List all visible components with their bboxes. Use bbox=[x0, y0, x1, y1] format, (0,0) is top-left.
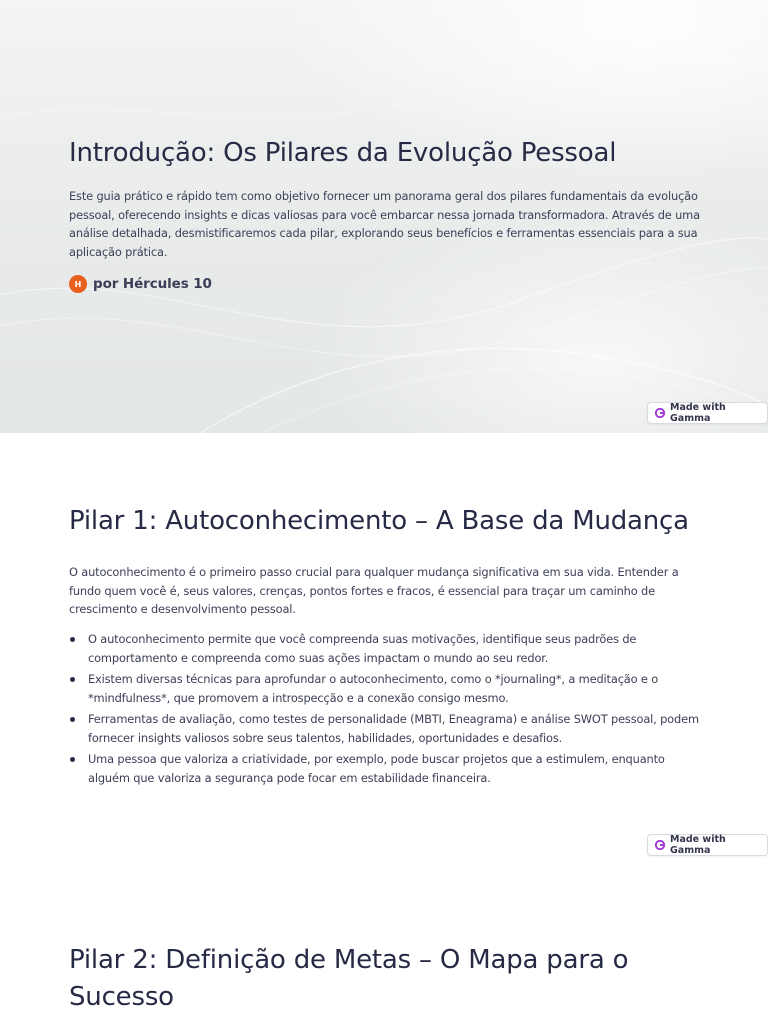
list-item bbox=[69, 670, 709, 707]
pillar-1-title: Pilar 1: Autoconhecimento – A Base da Mudança bbox=[69, 506, 689, 536]
bullet-text: Uma pessoa que valoriza a criatividade, por exemplo, pode buscar projetos que a estimulem, enquanto alguém que valoriza a segurança pode focar em estabilidade financeira. bbox=[88, 752, 665, 785]
badge-label: Made with Gamma bbox=[670, 402, 726, 424]
made-with-gamma-button[interactable] bbox=[647, 834, 768, 856]
gamma-logo-icon bbox=[655, 840, 665, 850]
pillar-1-paragraph: O autoconhecimento é o primeiro passo crucial para qualquer mudança significativa em sua vida. Entender a fundo quem você é, seus valores, crenças, pontos fortes e fracos, é essencial para traçar um caminho de crescimento e desenvolvimento pessoal. bbox=[69, 565, 679, 616]
bullet-text: Existem diversas técnicas para aprofundar o autoconhecimento, como o *journaling*, a meditação e o *mindfulness*, que promovem a introspecção e a conexão consigo mesmo. bbox=[88, 672, 659, 705]
bullet-icon bbox=[70, 637, 75, 642]
bullet-icon bbox=[70, 757, 75, 762]
list-item bbox=[69, 630, 709, 667]
author-byline[interactable] bbox=[69, 275, 212, 293]
list-item bbox=[69, 750, 709, 787]
gamma-logo-icon bbox=[655, 408, 665, 418]
bullet-icon bbox=[70, 717, 75, 722]
intro-paragraph: Este guia prático e rápido tem como objetivo fornecer um panorama geral dos pilares fundamentais da evolução pessoal, oferecendo insights e dicas valiosas para você embarcar nessa jornada transformadora. Através de uma análise detalhada, desmistificaremos cada pilar, explorando seus benefícios e ferramentas essenciais para a sua aplicação prática. bbox=[69, 189, 700, 259]
made-with-gamma-button[interactable] bbox=[647, 402, 768, 424]
list-item bbox=[69, 710, 709, 747]
page-title: Introdução: Os Pilares da Evolução Pessoal bbox=[69, 138, 617, 168]
bullet-text: O autoconhecimento permite que você compreenda suas motivações, identifique seus padrões de comportamento e compreenda como suas ações impactam o mundo ao seu redor. bbox=[88, 632, 637, 665]
badge-label: Made with Gamma bbox=[670, 834, 726, 856]
bullet-icon bbox=[70, 677, 75, 682]
avatar[interactable]: H bbox=[69, 275, 87, 293]
intro-slide bbox=[0, 0, 768, 433]
pillar-1-bullet-list bbox=[69, 630, 709, 790]
author-name[interactable]: por Hércules 10 bbox=[93, 276, 212, 292]
bullet-text: Ferramentas de avaliação, como testes de personalidade (MBTI, Eneagrama) e análise SWOT pessoal, podem fornecer insights valiosos sobre seus talentos, habilidades, oportunidades e desafios. bbox=[88, 712, 699, 745]
pillar-2-title: Pilar 2: Definição de Metas – O Mapa para o Sucesso bbox=[69, 945, 629, 1012]
